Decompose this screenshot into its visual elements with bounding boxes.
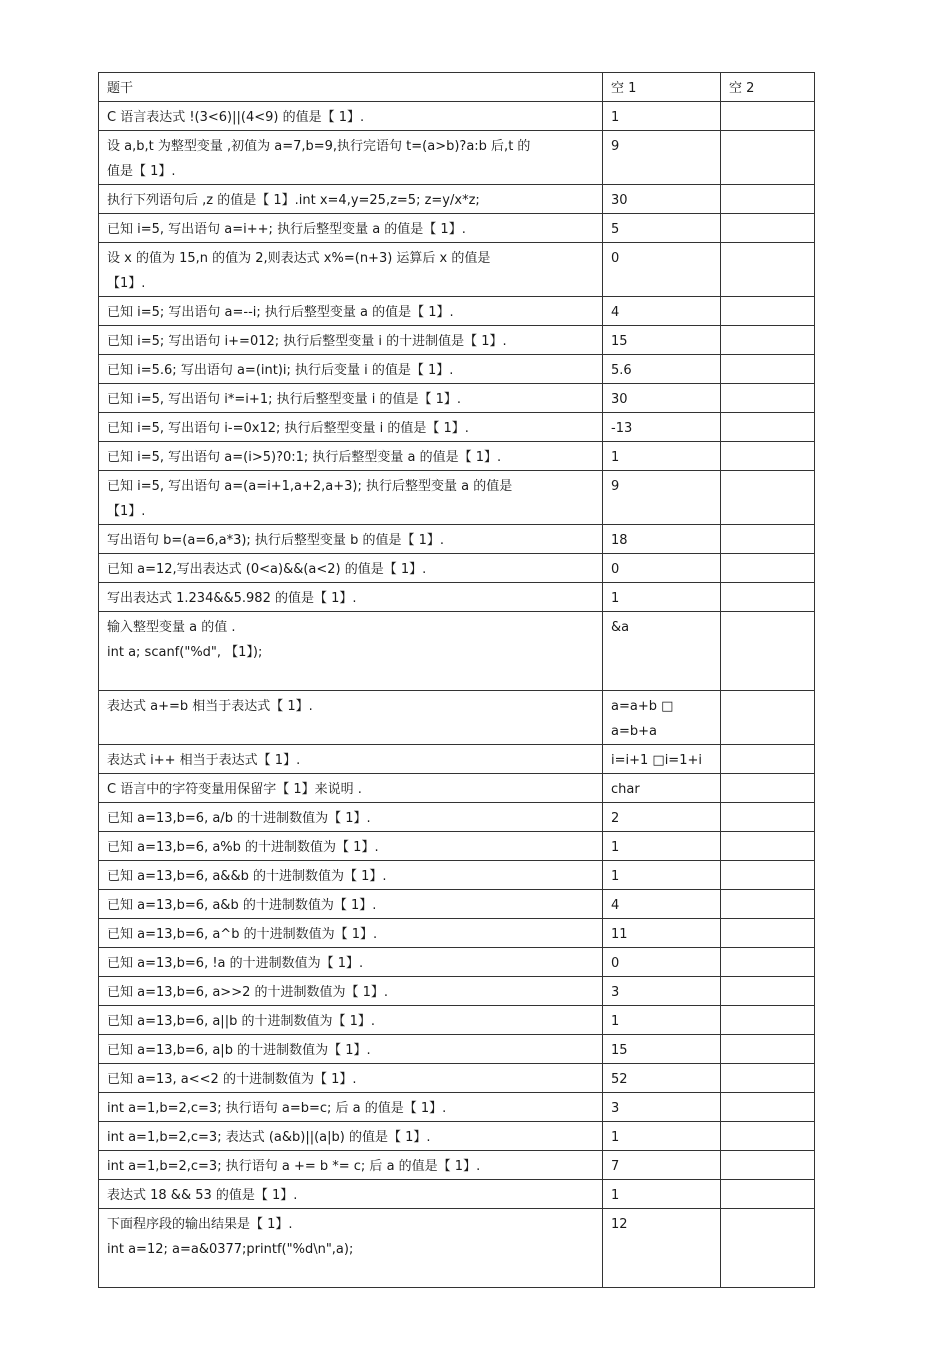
question-cell (99, 1035, 603, 1064)
table-row (99, 131, 815, 185)
answer-blank-2-cell (721, 525, 815, 554)
answer-text: 15 (611, 334, 628, 349)
table-row (99, 583, 815, 612)
answer-blank-1-cell (603, 1180, 721, 1209)
header-blank-2: 空 2 (721, 73, 815, 102)
table-row (99, 1064, 815, 1093)
answer-text: 1 (611, 1130, 620, 1145)
question-text: 已知 i=5.6; 写出语句 a=(int)i; 执行后变量 i 的值是【 1】. (107, 363, 454, 378)
question-cell (99, 745, 603, 774)
question-text: int a=1,b=2,c=3; 表达式 (a&b)||(a|b) 的值是【 1】. (107, 1130, 431, 1145)
answer-blank-2-cell (721, 745, 815, 774)
question-text: int a; scanf("%d", 【1】); (107, 645, 263, 660)
question-cell (99, 1064, 603, 1093)
table-row (99, 919, 815, 948)
answer-blank-2-cell (721, 832, 815, 861)
answer-text: 15 (611, 1043, 628, 1058)
answer-blank-1-cell (603, 1006, 721, 1035)
question-cell (99, 525, 603, 554)
answer-text: char (611, 782, 640, 797)
answer-text: a=a+b □ (611, 699, 674, 714)
answer-blank-2-cell (721, 977, 815, 1006)
header-stem: 题干 (99, 73, 603, 102)
question-text: 已知 i=5, 写出语句 i*=i+1; 执行后整型变量 i 的值是【 1】. (107, 392, 462, 407)
question-cell (99, 413, 603, 442)
answer-blank-1-cell (603, 471, 721, 525)
answer-text: 5.6 (611, 363, 632, 378)
question-text: 已知 a=13,b=6, a%b 的十进制数值为【 1】. (107, 840, 379, 855)
answer-blank-1-cell (603, 691, 721, 745)
table-row (99, 102, 815, 131)
table-row (99, 774, 815, 803)
question-cell (99, 612, 603, 691)
table-row (99, 890, 815, 919)
question-cell (99, 1151, 603, 1180)
answer-blank-1-cell (603, 102, 721, 131)
answer-blank-1-cell (603, 583, 721, 612)
question-text: 已知 a=13,b=6, a|b 的十进制数值为【 1】. (107, 1043, 371, 1058)
question-cell (99, 1006, 603, 1035)
answer-blank-1-cell (603, 525, 721, 554)
question-text: int a=1,b=2,c=3; 执行语句 a += b *= c; 后 a 的值是【 1】. (107, 1159, 481, 1174)
answer-blank-2-cell (721, 442, 815, 471)
question-text: 已知 i=5, 写出语句 i-=0x12; 执行后整型变量 i 的值是【 1】. (107, 421, 469, 436)
question-cell (99, 1209, 603, 1288)
question-text (107, 665, 598, 690)
table-row (99, 1122, 815, 1151)
answer-text: 0 (611, 251, 620, 266)
table-header-row (99, 73, 815, 102)
table-row (99, 1006, 815, 1035)
answer-blank-2-cell (721, 948, 815, 977)
table-row (99, 1180, 815, 1209)
question-cell (99, 384, 603, 413)
answer-blank-2-cell (721, 355, 815, 384)
answer-blank-2-cell (721, 1093, 815, 1122)
answer-blank-2-cell (721, 413, 815, 442)
table-row (99, 442, 815, 471)
answer-blank-1-cell (603, 1064, 721, 1093)
question-text: int a=12; a=a&0377;printf("%d\n",a); (107, 1242, 354, 1257)
question-cell (99, 977, 603, 1006)
table-row (99, 1035, 815, 1064)
question-text: 表达式 a+=b 相当于表达式【 1】. (107, 699, 313, 714)
question-text: 已知 a=13,b=6, a&b 的十进制数值为【 1】. (107, 898, 377, 913)
question-cell (99, 583, 603, 612)
table-row (99, 948, 815, 977)
table-row (99, 326, 815, 355)
answer-blank-2-cell (721, 243, 815, 297)
question-text: 已知 i=5; 写出语句 i+=012; 执行后整型变量 i 的十进制值是【 1】. (107, 334, 507, 349)
question-cell (99, 1180, 603, 1209)
answer-text: 30 (611, 193, 628, 208)
table-row (99, 185, 815, 214)
answer-text: 1 (611, 1188, 620, 1203)
answer-text: 1 (611, 840, 620, 855)
answer-text: 1 (611, 110, 620, 125)
answer-text: 12 (611, 1217, 628, 1232)
answer-blank-2-cell (721, 1151, 815, 1180)
answer-blank-1-cell (603, 948, 721, 977)
answer-text: 1 (611, 1014, 620, 1029)
answer-blank-2-cell (721, 1180, 815, 1209)
answer-blank-1-cell (603, 919, 721, 948)
answer-blank-1-cell (603, 1151, 721, 1180)
answer-text: &a (611, 620, 630, 635)
answer-text: a=b+a (611, 724, 657, 739)
answer-blank-1-cell (603, 1035, 721, 1064)
question-text: 表达式 18 && 53 的值是【 1】. (107, 1188, 298, 1203)
question-cell (99, 297, 603, 326)
question-text: 已知 a=13,b=6, !a 的十进制数值为【 1】. (107, 956, 364, 971)
question-text: 已知 a=13,b=6, a/b 的十进制数值为【 1】. (107, 811, 371, 826)
question-text: 已知 i=5, 写出语句 a=(i>5)?0:1; 执行后整型变量 a 的值是【 1】. (107, 450, 502, 465)
answer-blank-1-cell (603, 326, 721, 355)
question-cell (99, 214, 603, 243)
answer-blank-2-cell (721, 214, 815, 243)
question-text: 【1】. (107, 504, 146, 519)
question-cell (99, 185, 603, 214)
table-row (99, 832, 815, 861)
table-row (99, 745, 815, 774)
question-cell (99, 471, 603, 525)
table-row (99, 214, 815, 243)
question-text: int a=1,b=2,c=3; 执行语句 a=b=c; 后 a 的值是【 1】. (107, 1101, 447, 1116)
answer-blank-2-cell (721, 691, 815, 745)
question-text: 设 x 的值为 15,n 的值为 2,则表达式 x%=(n+3) 运算后 x 的值是 (107, 251, 491, 266)
answer-text: 0 (611, 956, 620, 971)
answer-text: 1 (611, 450, 620, 465)
answer-blank-1-cell (603, 977, 721, 1006)
answer-blank-2-cell (721, 131, 815, 185)
question-text: 【1】. (107, 276, 146, 291)
question-text: 执行下列语句后 ,z 的值是【 1】.int x=4,y=25,z=5; z=y/x*z; (107, 193, 480, 208)
table-row (99, 243, 815, 297)
answer-blank-2-cell (721, 861, 815, 890)
table-row (99, 413, 815, 442)
question-text: 已知 a=13, a<<2 的十进制数值为【 1】. (107, 1072, 357, 1087)
answer-text: 9 (611, 139, 620, 154)
answer-text: 3 (611, 985, 620, 1000)
table-row (99, 803, 815, 832)
answer-blank-2-cell (721, 297, 815, 326)
answer-blank-2-cell (721, 890, 815, 919)
question-text: 已知 a=13,b=6, a&&b 的十进制数值为【 1】. (107, 869, 387, 884)
answer-blank-2-cell (721, 102, 815, 131)
table-row (99, 1151, 815, 1180)
question-cell (99, 326, 603, 355)
answer-text: 4 (611, 305, 620, 320)
question-text: 已知 i=5; 写出语句 a=--i; 执行后整型变量 a 的值是【 1】. (107, 305, 454, 320)
answer-blank-1-cell (603, 243, 721, 297)
answer-blank-1-cell (603, 745, 721, 774)
question-cell (99, 919, 603, 948)
answer-blank-2-cell (721, 1035, 815, 1064)
table-row (99, 1093, 815, 1122)
header-blank-1: 空 1 (603, 73, 721, 102)
answer-text: 4 (611, 898, 620, 913)
answer-blank-1-cell (603, 384, 721, 413)
answer-blank-1-cell (603, 297, 721, 326)
answer-blank-1-cell (603, 774, 721, 803)
question-cell (99, 948, 603, 977)
question-text: 已知 i=5, 写出语句 a=i++; 执行后整型变量 a 的值是【 1】. (107, 222, 466, 237)
answer-blank-1-cell (603, 185, 721, 214)
answer-text: 18 (611, 533, 628, 548)
answer-blank-2-cell (721, 1064, 815, 1093)
answer-blank-2-cell (721, 583, 815, 612)
question-text: 下面程序段的输出结果是【 1】. (107, 1217, 293, 1232)
table-row (99, 1209, 815, 1288)
answer-text: 2 (611, 811, 620, 826)
answer-text: 7 (611, 1159, 620, 1174)
answer-blank-2-cell (721, 384, 815, 413)
answer-blank-2-cell (721, 1209, 815, 1288)
answer-blank-1-cell (603, 355, 721, 384)
answer-text: 1 (611, 591, 620, 606)
answer-blank-2-cell (721, 1122, 815, 1151)
question-text: 输入整型变量 a 的值 . (107, 620, 236, 635)
answer-text: 3 (611, 1101, 620, 1116)
answer-blank-1-cell (603, 832, 721, 861)
question-table (98, 72, 815, 1288)
question-text: 已知 a=13,b=6, a^b 的十进制数值为【 1】. (107, 927, 378, 942)
answer-blank-1-cell (603, 1093, 721, 1122)
answer-text: i=i+1 □i=1+i (611, 753, 702, 768)
question-cell (99, 832, 603, 861)
table-row (99, 691, 815, 745)
answer-blank-1-cell (603, 442, 721, 471)
question-text: 已知 i=5, 写出语句 a=(a=i+1,a+2,a+3); 执行后整型变量 a 的值是 (107, 479, 513, 494)
answer-text: 52 (611, 1072, 628, 1087)
question-cell (99, 355, 603, 384)
answer-blank-1-cell (603, 612, 721, 691)
answer-text: 5 (611, 222, 620, 237)
answer-text: 11 (611, 927, 628, 942)
question-cell (99, 1093, 603, 1122)
answer-blank-1-cell (603, 131, 721, 185)
table-row (99, 525, 815, 554)
answer-blank-2-cell (721, 471, 815, 525)
question-text: 写出表达式 1.234&&5.982 的值是【 1】. (107, 591, 357, 606)
answer-text: -13 (611, 421, 633, 436)
question-text: 设 a,b,t 为整型变量 ,初值为 a=7,b=9,执行完语句 t=(a>b)?a:b 后,t 的 (107, 139, 531, 154)
answer-blank-1-cell (603, 803, 721, 832)
answer-blank-2-cell (721, 919, 815, 948)
answer-blank-2-cell (721, 612, 815, 691)
question-cell (99, 890, 603, 919)
table-row (99, 384, 815, 413)
answer-blank-1-cell (603, 1209, 721, 1288)
answer-blank-1-cell (603, 1122, 721, 1151)
question-text (107, 1262, 598, 1287)
answer-text: 30 (611, 392, 628, 407)
answer-blank-2-cell (721, 326, 815, 355)
answer-blank-2-cell (721, 1006, 815, 1035)
question-text: 已知 a=13,b=6, a||b 的十进制数值为【 1】. (107, 1014, 375, 1029)
answer-blank-2-cell (721, 774, 815, 803)
answer-blank-2-cell (721, 185, 815, 214)
question-cell (99, 1122, 603, 1151)
table-row (99, 612, 815, 691)
question-text: 已知 a=12,写出表达式 (0<a)&&(a<2) 的值是【 1】. (107, 562, 427, 577)
question-cell (99, 861, 603, 890)
table-row (99, 471, 815, 525)
table-row (99, 554, 815, 583)
question-text: 值是【 1】. (107, 164, 176, 179)
question-cell (99, 803, 603, 832)
table-row (99, 297, 815, 326)
table-row (99, 861, 815, 890)
question-text: 表达式 i++ 相当于表达式【 1】. (107, 753, 301, 768)
question-cell (99, 243, 603, 297)
question-text: 已知 a=13,b=6, a>>2 的十进制数值为【 1】. (107, 985, 389, 1000)
question-cell (99, 691, 603, 745)
answer-blank-2-cell (721, 554, 815, 583)
answer-blank-2-cell (721, 803, 815, 832)
answer-blank-1-cell (603, 413, 721, 442)
answer-blank-1-cell (603, 214, 721, 243)
table-row (99, 355, 815, 384)
question-cell (99, 774, 603, 803)
question-cell (99, 131, 603, 185)
question-text: 写出语句 b=(a=6,a*3); 执行后整型变量 b 的值是【 1】. (107, 533, 444, 548)
question-table-body (99, 73, 815, 1288)
question-text: C 语言中的字符变量用保留字【 1】来说明 . (107, 782, 362, 797)
question-cell (99, 102, 603, 131)
answer-blank-1-cell (603, 890, 721, 919)
question-cell (99, 442, 603, 471)
answer-text: 0 (611, 562, 620, 577)
question-text: C 语言表达式 !(3<6)||(4<9) 的值是【 1】. (107, 110, 365, 125)
answer-blank-1-cell (603, 554, 721, 583)
question-cell (99, 554, 603, 583)
answer-text: 1 (611, 869, 620, 884)
answer-blank-1-cell (603, 861, 721, 890)
table-row (99, 977, 815, 1006)
answer-text: 9 (611, 479, 620, 494)
